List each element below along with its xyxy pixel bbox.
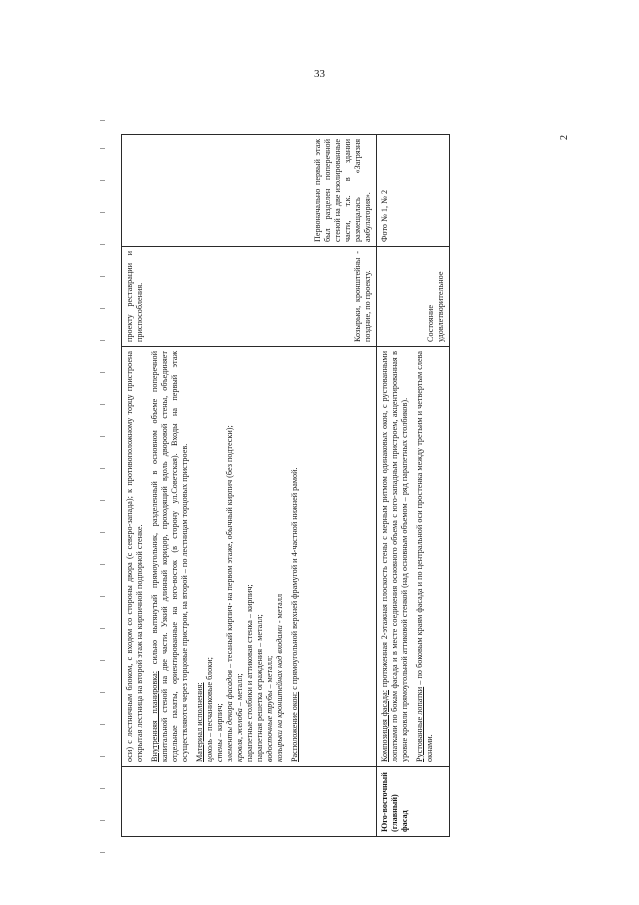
composition-label: Композиция фасада: bbox=[380, 689, 389, 762]
material-item: элементы декора фасадов – тесаный кирпич- на первом этаже, обычный кирпич (без подтески); bbox=[225, 425, 234, 762]
method-bottom-text: Козырьки, кронштейны - поздние, по проекту. bbox=[353, 251, 372, 342]
material-item: стены – кирпич; bbox=[215, 703, 224, 762]
rustic-text: – по боковым краям фасада и по центральной оси простенка между третьим и четвертым слева окнами. bbox=[415, 351, 434, 762]
composition-text: протяженная 2-этажная плоскость стены с мерным ритмом одинаковых окон, с рустованными лопатками по бокам фасада и в месте соединения основного объема с юго-западным пристроем, акцентированная в уровне кровли прямоугольной аттиковой стенкой (над основным объемом – ряд парапетных столбиков). bbox=[380, 351, 409, 762]
section-cell bbox=[122, 767, 377, 837]
method-cell bbox=[122, 247, 377, 347]
method-cell bbox=[377, 247, 450, 347]
notes-text: Фото № 1, № 2 bbox=[380, 189, 389, 242]
material-item: водосточные трубы – металл; bbox=[265, 655, 274, 762]
restoration-table bbox=[121, 134, 450, 837]
page-number: 33 bbox=[314, 68, 325, 80]
method-text: Состояние удовлетворительное bbox=[426, 271, 445, 342]
material-item: козырьки на кронштейнах над входами - металл bbox=[275, 593, 284, 762]
margin-tick-marks bbox=[100, 0, 110, 905]
planning-text: сильно вытянутый прямоугольник, разделенный в основном объеме поперечной капитальной стеной на две части. Узкий длинный коридор, проходящий вдоль дворовой стены, объединяет отдельные палаты, ориентированные на юго-восток (в сторону ул.Советская). Входы на первый этаж осуществляются через торцовые пристрои, на второй – по лестницам торцовых пристроев. bbox=[150, 351, 189, 762]
material-item: парапетная решетка ограждения – металл; bbox=[255, 614, 264, 762]
windows-paragraph bbox=[290, 351, 300, 762]
windows-label: Расположение окон: bbox=[290, 691, 299, 762]
planning-paragraph bbox=[150, 351, 190, 762]
planning-label: Внутренняя планировка: bbox=[150, 670, 159, 762]
composition-paragraph bbox=[380, 351, 410, 762]
rotated-table-container bbox=[121, 135, 450, 837]
description-intro: оси) с лестничным блоком, с входом со стороны двора (с северо-запада); к противоположному торцу пристроена открытая лестница на второй этаж на кирпичной подпорной стенке. bbox=[125, 351, 144, 762]
rustic-paragraph bbox=[415, 351, 435, 762]
material-item: кровля, желоба – металл; bbox=[235, 673, 244, 762]
windows-text: с прямоугольной верхней фрамугой и 4-частной нижней рамой. bbox=[290, 467, 299, 692]
section-cell: Юго-восточный (главный) фасад bbox=[377, 767, 450, 837]
table-row bbox=[377, 135, 450, 837]
table-row bbox=[122, 135, 377, 837]
notes-text: Первоначально первый этаж был разделен поперечной стеной на две изолированные части, т.к. в здании размещалась «Загрязня амбулатория». bbox=[313, 139, 372, 242]
rustic-label: Рустованные лопатки bbox=[415, 686, 424, 762]
materials-label: Материал исполнения: bbox=[195, 682, 204, 762]
material-item: цоколь – песчаниковые блоки; bbox=[205, 657, 214, 762]
description-cell bbox=[122, 347, 377, 767]
notes-cell bbox=[122, 135, 377, 247]
material-item: парапетные столбики и аттиковая стенка – кирпич; bbox=[245, 584, 254, 762]
side-page-number: 2 bbox=[559, 135, 570, 140]
description-cell bbox=[377, 347, 450, 767]
method-text: проекту реставрации и приспособления. bbox=[125, 251, 144, 342]
notes-cell bbox=[377, 135, 450, 247]
